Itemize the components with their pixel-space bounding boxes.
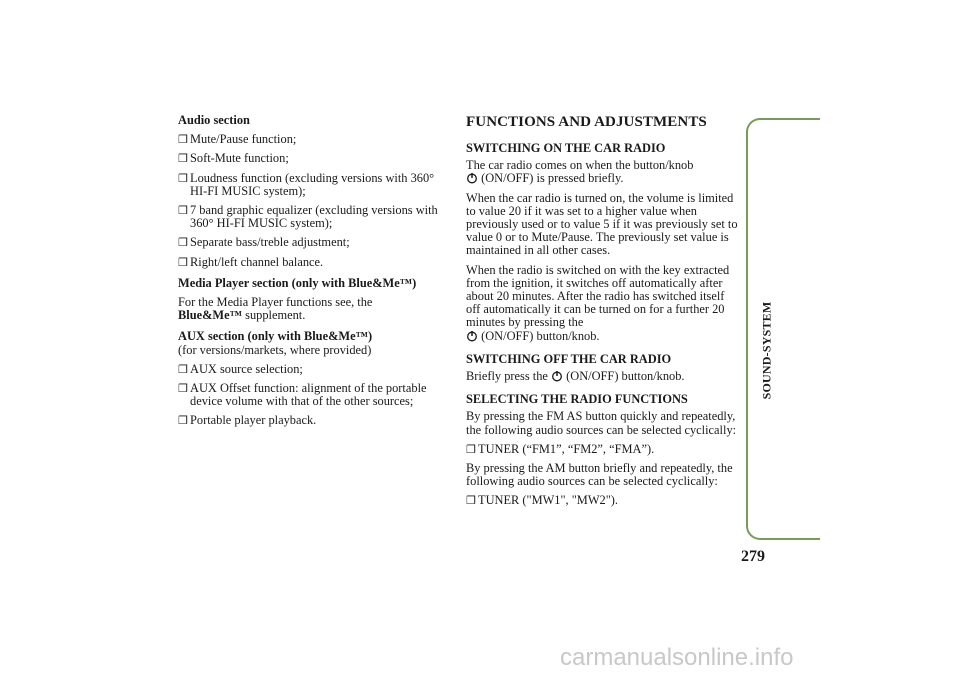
right-column [466,114,738,514]
select-paragraph-fm: By pressing the FM AS button quickly and repeatedly, the following audio sources can be selected cyclically: [466,409,737,437]
watermark: carmanualsonline.info [560,644,794,671]
left-column [178,114,440,434]
list-item: ❒ 7 band graphic equalizer (excluding versions with 360° HI-FI MUSIC system); [178,203,438,231]
list-item: ❒ TUNER ("MW1", "MW2"). [466,493,618,508]
checkbox-bullet-icon: ❒ [466,495,476,508]
checkbox-bullet-icon: ❒ [178,415,188,428]
checkbox-bullet-icon: ❒ [178,205,188,218]
power-icon [551,370,563,382]
audio-heading: Audio section [178,113,250,127]
checkbox-bullet-icon: ❒ [466,443,476,456]
checkbox-bullet-icon: ❒ [178,153,188,166]
select-heading: SELECTING THE RADIO FUNCTIONS [466,392,688,407]
chapter-tab-label: SOUND-SYSTEM [759,301,774,399]
volume-paragraph: When the car radio is turned on, the volume is limited to value 20 if it was set to a higher value when previously used or to value 5 if it was previously set to value 0 or to Mute/Pause. The previously set value is maintained in all other cases. [466,190,738,258]
auto-off-paragraph: When the radio is switched on with the key extracted from the ignition, it switches off automatically after about 20 minutes. After the radio has switched itself off automatically it can be turned on for a further 20 minutes by pressing the (ON/OFF) button/knob. [466,262,730,343]
aux-note: (for versions/markets, where provided) [178,342,372,357]
switch-on-paragraph: The car radio comes on when the button/knob (ON/OFF) is pressed briefly. [466,158,694,186]
list-item: ❒ Separate bass/treble adjustment; [178,235,350,250]
media-heading: Media Player section (only with Blue&Me™) [178,275,417,290]
checkbox-bullet-icon: ❒ [178,237,188,250]
power-icon [466,172,478,184]
checkbox-bullet-icon: ❒ [178,172,188,185]
list-item: ❒ Portable player playback. [178,413,317,428]
checkbox-bullet-icon: ❒ [178,134,188,147]
list-item: ❒ Mute/Pause function; [178,132,297,147]
aux-heading: AUX section (only with Blue&Me™) [178,329,373,344]
section-title: FUNCTIONS AND ADJUSTMENTS [466,114,707,130]
checkbox-bullet-icon: ❒ [178,256,188,269]
switch-on-heading: SWITCHING ON THE CAR RADIO [466,141,666,155]
list-item: ❒ TUNER (“FM1”, “FM2”, “FMA”). [466,441,655,456]
checkbox-bullet-icon: ❒ [178,363,188,376]
media-text: For the Media Player functions see, the Blue&Me™ supplement. [178,295,373,323]
list-item: ❒ Right/left channel balance. [178,254,324,269]
list-item: ❒ Soft-Mute function; [178,151,289,166]
list-item: ❒ AUX source selection; [178,361,303,376]
page-number: 279 [741,548,765,565]
switch-off-paragraph: Briefly press the (ON/OFF) button/knob. [466,369,685,384]
checkbox-bullet-icon: ❒ [178,383,188,396]
list-item: ❒ AUX Offset function: alignment of the portable device volume with that of the other sources; [178,381,427,409]
list-item: ❒ Loudness function (excluding versions with 360° HI-FI MUSIC system); [178,170,435,198]
switch-off-heading: SWITCHING OFF THE CAR RADIO [466,351,672,366]
power-icon [466,330,478,342]
select-paragraph-am: By pressing the AM button briefly and repeatedly, the following audio sources can be selected cyclically: [466,461,733,489]
